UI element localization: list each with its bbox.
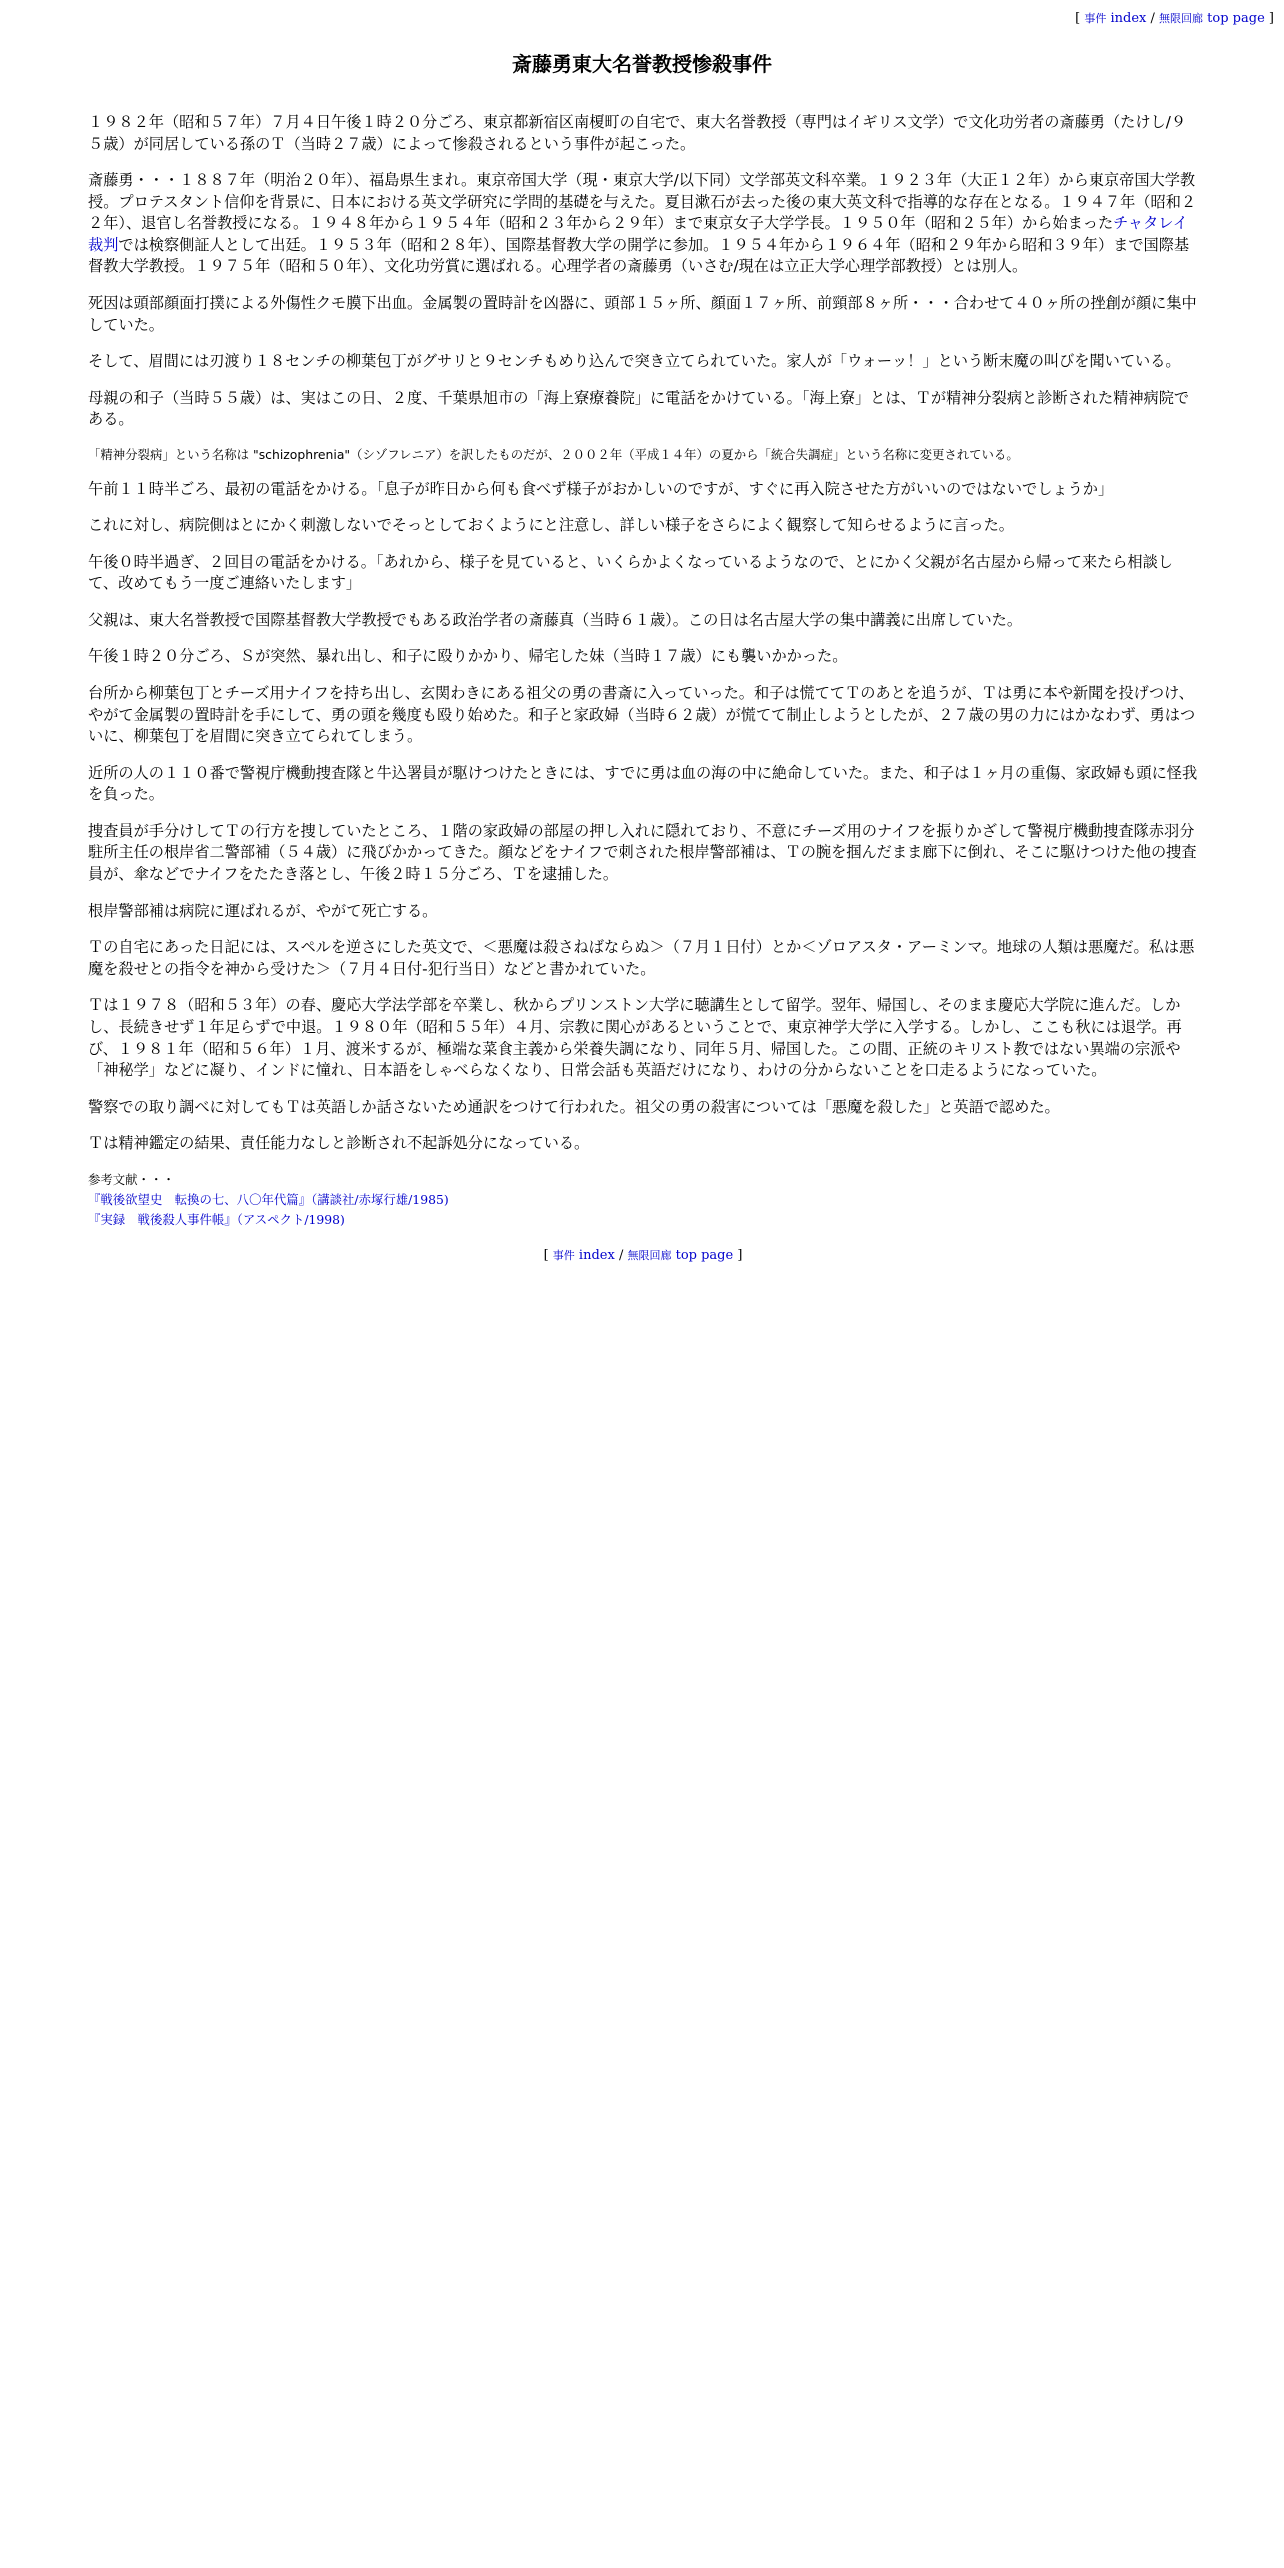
paragraph-hospital-response: これに対し、病院側はとにかく刺激しないでそっとしておくようにと注意し、詳しい様子をさらによく観察して知らせるように言った。 — [88, 516, 1014, 535]
references-heading: 参考文献・・・ — [88, 1171, 175, 1187]
paragraph-outcome: Ｔは精神鑑定の結果、責任能力なしと診断され不起訴処分になっている。 — [88, 1134, 590, 1153]
jiken-index-link[interactable] — [553, 1248, 615, 1263]
jiken-index-link-text: index — [1106, 11, 1147, 26]
schizophrenia-note: 「精神分裂病」という名称は "schizophrenia"（シゾフレニア）を訳したものだが、２００２年（平成１４年）の夏から「統合失調症」という名称に変更されている。 — [88, 446, 1019, 462]
paragraph-arrest: 捜査員が手分けしてＴの行方を捜していたところ、１階の家政婦の部屋の押し入れに隠れており、不意にチーズ用のナイフを振りかざして警視庁機動捜査隊赤羽分駐所主任の根岸省二警部補（５４歳）に飛びかかってきた。顔などをナイフで刺された根岸警部補は、Ｔの腕を掴んだまま廊下に倒れ、そこに駆けつけた他の捜査員が、傘などでナイフをたたき落とし、午後２時１５分ごろ、Ｔを逮捕した。 — [88, 821, 1197, 884]
nav-close-bracket: ] — [733, 1248, 743, 1264]
nav-separator: / — [614, 1248, 628, 1264]
paragraph-father: 父親は、東大名誉教授で国際基督教大学教授でもある政治学者の斎藤真（当時６１歳）。この日は名古屋大学の集中講義に出席していた。 — [88, 610, 1023, 629]
jiken-index-link-text: index — [574, 1248, 615, 1264]
nav-close-bracket: ] — [1264, 11, 1274, 26]
paragraph-background: Ｔは１９７８（昭和５３年）の春、慶応大学法学部を卒業し、秋からプリンストン大学に聴講生として留学。翌年、帰国し、そのまま慶応大学院に進んだ。しかし、長続きせず１年足らずで中退。１９８０年（昭和５５年）４月、宗教に関心があるということで、東京神学大学に入学する。しかし、ここも秋には退学。再び、１９８１年（昭和５６年）１月、渡米するが、極端な菜食主義から栄養失調になり、同年５月、帰国した。この間、正統のキリスト教ではない異端の宗派や「神秘学」などに凝り、インドに憧れ、日本語をしゃべらなくなり、日常会話も英語だけになり、わけの分からないことを口走るようになっていた。 — [88, 996, 1182, 1080]
jiken-index-link[interactable] — [1084, 11, 1146, 26]
mugen-kairou-link-text: top page — [671, 1248, 734, 1264]
nav-open-bracket: [ — [543, 1248, 553, 1264]
paragraph-cause-of-death: 死因は頭部顔面打撲による外傷性クモ膜下出血。金属製の置時計を凶器に、頭部１５ヶ所、顔面１７ヶ所、前頸部８ヶ所・・・合わせて４０ヶ所の挫創が顔に集中していた。 — [88, 294, 1197, 334]
reference-link[interactable]: 『実録 戦後殺人事件帳』（アスペクト/1998) — [88, 1211, 345, 1227]
mugen-kairou-link-prefix: 無限回廊 — [1159, 12, 1204, 25]
mugen-kairou-link-text: top page — [1203, 11, 1265, 26]
paragraph-outburst: 午後１時２０分ごろ、Ｓが突然、暴れ出し、和子に殴りかかり、帰宅した妹（当時１７歳）にも襲いかかった。 — [88, 647, 848, 666]
paragraph-police-arrival: 近所の人の１１０番で警視庁機動捜査隊と牛込署員が駆けつけたときには、すでに勇は血の海の中に絶命していた。また、和子は１ヶ月の重傷、家政婦も頭に怪我を負った。 — [88, 763, 1198, 804]
biography-text-before: 斎藤勇・・・１８８７年（明治２０年）、福島県生まれ。東京帝国大学（現・東京大学/以下同）文学部英文科卒業。１９２３年（大正１２年）から東京帝国大学教授。プロテスタント信仰を背景に、日本における英文学研究に学問的基礎を与えた。夏目漱石が去った後の東大英文科で指導的な存在となる。１９４７年（昭和２２年）、退官し名誉教授になる。１９４８年から１９５４年（昭和２３年から２９年）まで東京女子大学学長。１９５０年（昭和２５年）から始まった — [88, 171, 1197, 233]
nav-open-bracket: [ — [1075, 11, 1085, 26]
mugen-kairou-top-link[interactable] — [1159, 11, 1265, 26]
mugen-kairou-top-link[interactable] — [627, 1248, 733, 1263]
top-nav — [1075, 10, 1274, 26]
paragraph-first-call: 午前１１時半ごろ、最初の電話をかける。「息子が昨日から何も食べず様子がおかしいのですが、すぐに再入院させた方がいいのではないでしょうか」 — [88, 479, 1114, 498]
paragraph-biography — [88, 170, 1198, 278]
bottom-nav — [88, 1247, 1198, 1265]
paragraph-second-call: 午後０時半過ぎ、２回目の電話をかける。「あれから、様子を見ていると、いくらかよくなっているようなので、とにかく父親が名古屋から帰って来たら相談して、改めてもう一度ご連絡いたします」 — [88, 552, 1173, 593]
jiken-index-link-prefix: 事件 — [1084, 12, 1107, 25]
reference-link[interactable]: 『戦後欲望史 転換の七、八〇年代篇』（講談社/赤塚行雄/1985) — [88, 1191, 449, 1207]
paragraph-diary: Ｔの自宅にあった日記には、スペルを逆さにした英文で、＜悪魔は殺さねばならぬ＞（７月１日付）とか＜ゾロアスタ・アーミンマ。地球の人類は悪魔だ。私は悪魔を殺せとの指令を神から受けた＞（７月４日付-犯行当日）などと書かれていた。 — [88, 938, 1195, 978]
nav-separator: / — [1146, 11, 1160, 26]
article-body — [88, 112, 1198, 1266]
mugen-kairou-link-prefix: 無限回廊 — [627, 1249, 672, 1263]
paragraph-attack: 台所から柳葉包丁とチーズ用ナイフを持ち出し、玄関わきにある祖父の勇の書斎に入っていった。和子は慌ててＴのあとを追うが、Ｔは勇に本や新聞を投げつけ、やがて金属製の置時計を手にして、勇の頭を幾度も殴り始めた。和子と家政婦（当時６２歳）が慌てて制止しようとしたが、２７歳の男の力にはかなわず、勇はついに、柳葉包丁を眉間に突き立てられてしまう。 — [88, 684, 1196, 746]
references — [88, 1170, 1198, 1230]
chatterley-trial-link[interactable]: チャタレイ裁判 — [88, 214, 1188, 254]
paragraph-interrogation: 警察での取り調べに対してもＴは英語しか話さないため通訳をつけて行われた。祖父の勇の殺害については「悪魔を殺した」と英語で認めた。 — [88, 1097, 1060, 1116]
page-title: 斎藤勇東大名誉教授惨殺事件 — [512, 52, 772, 76]
paragraph-intro: １９８２年（昭和５７年）７月４日午後１時２０分ごろ、東京都新宿区南榎町の自宅で、東大名誉教授（専門はイギリス文学）で文化功労者の斎藤勇（たけし/９５歳）が同居している孫のＴ（当時２７歳）によって惨殺されるという事件が起こった。 — [88, 113, 1187, 153]
paragraph-officer-death: 根岸警部補は病院に運ばれるが、やがて死亡する。 — [88, 901, 438, 920]
jiken-index-link-prefix: 事件 — [552, 1249, 575, 1263]
paragraph-knife: そして、眉間には刃渡り１８センチの柳葉包丁がグサリと９センチもめり込んで突き立てられていた。家人が「ウォーッ！」という断末魔の叫びを聞いている。 — [88, 352, 1181, 371]
biography-text-after: では検察側証人として出廷。１９５３年（昭和２８年）、国際基督教大学の開学に参加。１９５４年から１９６４年（昭和２９年から昭和３９年）まで国際基督教大学教授。１９７５年（昭和５０年）、文化功労賞に選ばれる。心理学者の斎藤勇（いさむ/現在は立正大学心理学部教授）とは別人。 — [88, 235, 1190, 276]
paragraph-mother-calls: 母親の和子（当時５５歳）は、実はこの日、２度、千葉県旭市の「海上寮療養院」に電話をかけている。「海上寮」とは、Ｔが精神分裂病と診断された精神病院である。 — [88, 388, 1190, 429]
